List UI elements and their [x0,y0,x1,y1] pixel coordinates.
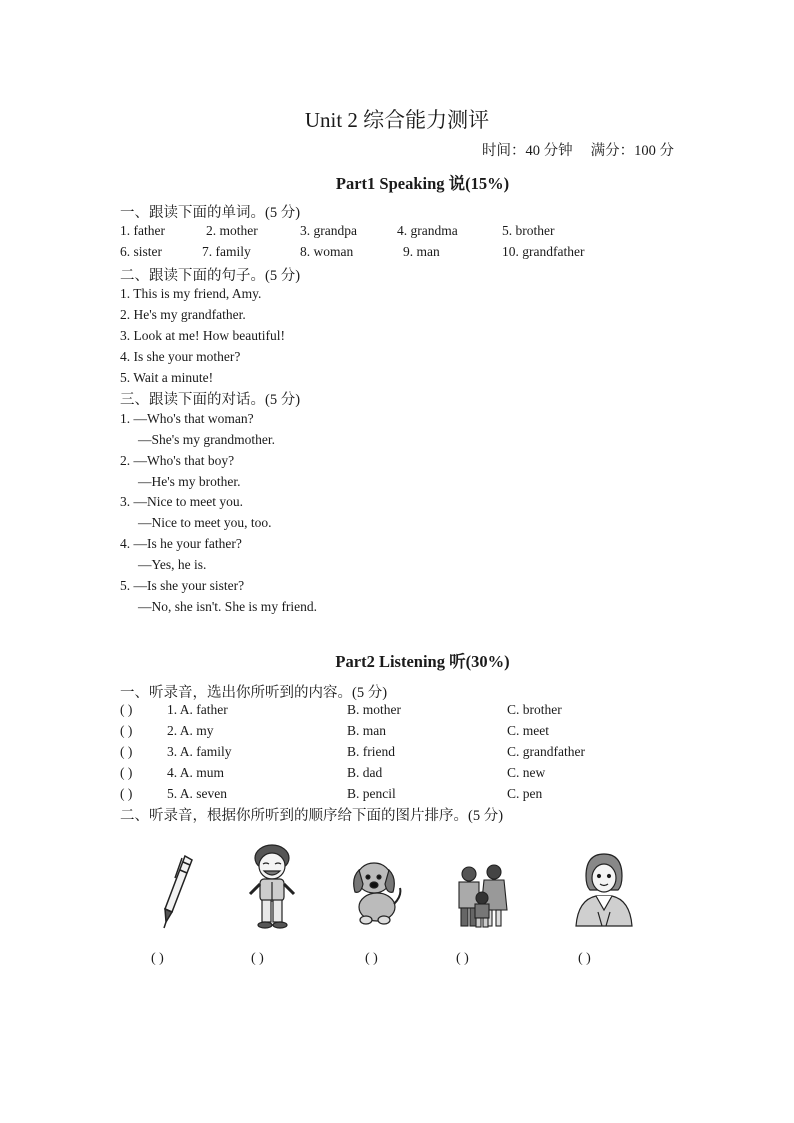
word-item: 3. grandpa [300,223,357,238]
dialog-answer: —Nice to meet you, too. [138,515,272,530]
option-a: 4. A. mum [167,765,225,780]
word-item: 6. sister [120,244,162,259]
option-c: C. brother [507,702,562,717]
part2-sec2-heading: 二、听录音，根据你所听到的顺序给下面的图片排序。(5 分) [120,808,504,824]
answer-blank[interactable]: ( ) [120,744,133,759]
dialog-answer: —He's my brother. [138,474,241,489]
dialog-question: 5. —Is she your sister? [120,578,245,593]
option-c: C. meet [507,723,549,738]
option-b: B. mother [347,702,401,717]
picture-answer-blank[interactable]: ( ) [151,951,164,966]
part1-sec1-heading: 一、跟读下面的单词。(5 分) [120,205,301,221]
dialog-item [120,494,272,530]
dialog-question: 1. —Who's that woman? [120,411,254,426]
picture-answer-blank[interactable]: ( ) [365,951,378,966]
full-score: 满分：100 分 [590,143,674,159]
sentence-item: 3. Look at me! How beautiful! [120,328,285,343]
sentence-item: 5. Wait a minute! [120,370,214,385]
boy-icon [244,842,300,930]
dialog-item [120,411,276,447]
option-a: 5. A. seven [167,786,227,801]
word-item: 1. father [120,223,165,238]
option-b: B. man [347,723,386,738]
option-a: 3. A. family [167,744,232,759]
dialog-answer: —Yes, he is. [138,557,207,572]
option-a: 1. A. father [167,702,228,717]
word-item: 5. brother [502,223,555,238]
answer-blank[interactable]: ( ) [120,702,133,717]
option-a: 2. A. my [167,723,214,738]
word-item: 2. mother [206,223,258,238]
dialog-item [120,453,241,489]
option-b: B. pencil [347,786,396,801]
sentence-item: 1. This is my friend, Amy. [120,286,262,301]
woman-icon [572,852,634,928]
answer-blank[interactable]: ( ) [120,723,133,738]
word-item: 7. family [202,244,251,259]
sentence-item: 2. He's my grandfather. [120,307,246,322]
part2-sec1-heading: 一、听录音，选出你所听到的内容。(5 分) [120,685,388,701]
dialog-answer: —She's my grandmother. [138,432,276,447]
exam-meta [482,139,674,160]
part1-title: Part1 Speaking 说(15%) [335,174,510,193]
part2-title: Part2 Listening 听(30%) [335,652,510,671]
option-c: C. pen [507,786,543,801]
option-b: B. friend [347,744,395,759]
dialog-question: 3. —Nice to meet you. [120,494,243,509]
dialog-item [120,536,242,572]
pen-icon [155,852,200,930]
answer-blank[interactable]: ( ) [120,765,133,780]
picture-answer-blank[interactable]: ( ) [251,951,264,966]
page-title: Unit 2 综合能力测评 [304,108,490,132]
word-item: 8. woman [300,244,354,259]
option-b: B. dad [347,765,383,780]
dialog-question: 2. —Who's that boy? [120,453,235,468]
option-c: C. new [507,765,546,780]
dog-icon [346,852,406,926]
family-icon [456,864,508,928]
dialog-item [120,578,318,614]
time-limit: 时间：40 分钟 [482,143,573,159]
part1-sec2-heading: 二、跟读下面的句子。(5 分) [120,268,301,284]
sentence-item: 4. Is she your mother? [120,349,241,364]
picture-answer-blank[interactable]: ( ) [456,951,469,966]
dialog-question: 4. —Is he your father? [120,536,242,551]
word-item: 4. grandma [397,223,458,238]
word-item: 9. man [403,244,440,259]
part1-sec3-heading: 三、跟读下面的对话。(5 分) [120,392,301,408]
dialog-answer: —No, she isn't. She is my friend. [138,599,318,614]
word-item: 10. grandfather [502,244,585,259]
picture-answer-blank[interactable]: ( ) [578,951,591,966]
option-c: C. grandfather [507,744,585,759]
answer-blank[interactable]: ( ) [120,786,133,801]
